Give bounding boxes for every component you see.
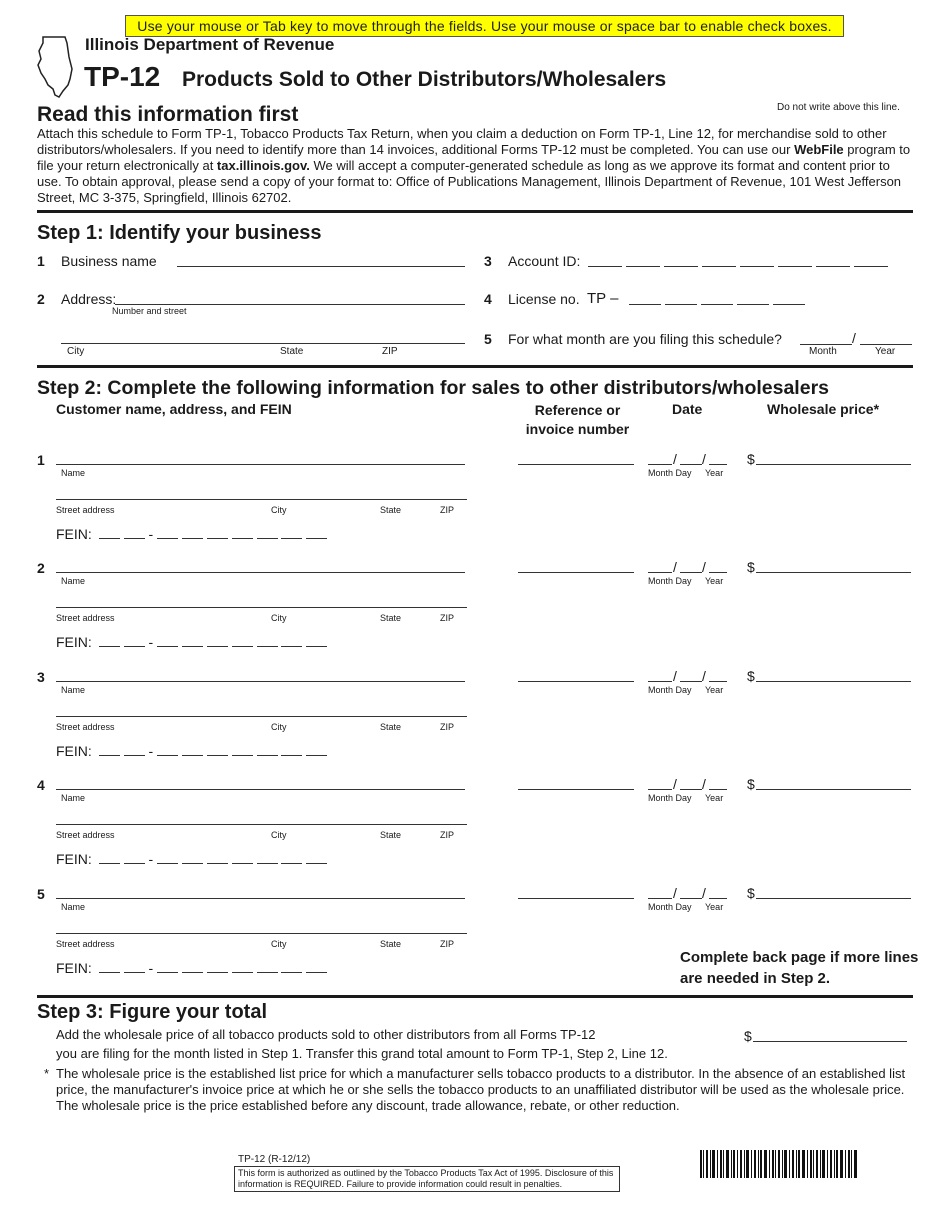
customer-name-input[interactable] bbox=[56, 681, 465, 682]
number-street-label: Number and street bbox=[112, 306, 187, 316]
account-id-label: Account ID: bbox=[508, 253, 581, 269]
month-day-label: Month Day bbox=[648, 685, 692, 695]
date-slash: / bbox=[673, 559, 677, 575]
barcode bbox=[700, 1150, 858, 1178]
date-month-input[interactable] bbox=[648, 789, 672, 790]
tp-prefix: TP – bbox=[587, 290, 619, 307]
date-slash: / bbox=[702, 559, 706, 575]
step3-heading: Step 3: Figure your total bbox=[37, 1001, 268, 1023]
year-label: Year bbox=[705, 468, 724, 478]
step2-heading: Step 2: Complete the following information for sales to other distributors/wholesalers bbox=[37, 377, 830, 399]
customer-name-input[interactable] bbox=[56, 789, 465, 790]
address-label: Address: bbox=[61, 291, 117, 307]
license-no-input[interactable] bbox=[629, 292, 805, 310]
do-not-write-note: Do not write above this line. bbox=[777, 102, 900, 113]
date-column-header: Date bbox=[672, 401, 703, 417]
zip-label: ZIP bbox=[440, 830, 455, 840]
reference-column-header: Reference or invoice number bbox=[525, 402, 630, 437]
state-label: State bbox=[380, 613, 402, 623]
street-address-label: Street address bbox=[56, 830, 115, 840]
date-year-input[interactable] bbox=[709, 789, 727, 790]
reference-number-input[interactable] bbox=[518, 681, 634, 682]
date-month-input[interactable] bbox=[648, 681, 672, 682]
month-label: Month bbox=[809, 346, 837, 357]
month-day-label: Month Day bbox=[648, 793, 692, 803]
fein-label: FEIN: bbox=[56, 743, 92, 759]
name-label: Name bbox=[61, 468, 86, 478]
date-day-input[interactable] bbox=[680, 464, 702, 465]
street-address-label: Street address bbox=[56, 939, 115, 949]
date-day-input[interactable] bbox=[680, 898, 702, 899]
wholesale-price-input[interactable] bbox=[756, 572, 911, 573]
illinois-state-icon bbox=[35, 35, 77, 99]
account-id-input[interactable] bbox=[588, 254, 888, 272]
form-revision: TP-12 (R-12/12) bbox=[238, 1154, 311, 1165]
month-day-label: Month Day bbox=[648, 576, 692, 586]
wholesale-price-input[interactable] bbox=[756, 898, 911, 899]
date-month-input[interactable] bbox=[648, 572, 672, 573]
date-year-input[interactable] bbox=[709, 572, 727, 573]
month-day-label: Month Day bbox=[648, 468, 692, 478]
zip-label: ZIP bbox=[440, 505, 455, 515]
zip-label: ZIP bbox=[440, 722, 455, 732]
line-number: 5 bbox=[484, 331, 492, 347]
date-day-input[interactable] bbox=[680, 681, 702, 682]
city-label: City bbox=[67, 346, 85, 357]
state-label: State bbox=[380, 722, 402, 732]
authorization-notice: This form is authorized as outlined by the Tobacco Products Tax Act of 1995. Disclosure of this information is REQUIRED. Failure to provide information could result in penalties. bbox=[234, 1166, 620, 1192]
filing-year-input[interactable] bbox=[860, 344, 912, 345]
website-link: tax.illinois.gov. bbox=[216, 158, 310, 173]
divider bbox=[37, 210, 913, 213]
year-label: Year bbox=[705, 576, 724, 586]
date-slash: / bbox=[673, 668, 677, 684]
city-label: City bbox=[271, 939, 287, 949]
zip-label: ZIP bbox=[440, 613, 455, 623]
row-number: 2 bbox=[37, 560, 45, 576]
name-label: Name bbox=[61, 793, 86, 803]
divider bbox=[37, 995, 913, 998]
fein-label: FEIN: bbox=[56, 634, 92, 650]
reference-number-input[interactable] bbox=[518, 464, 634, 465]
date-day-input[interactable] bbox=[680, 789, 702, 790]
license-no-label: License no. bbox=[508, 291, 580, 307]
wholesale-price-input[interactable] bbox=[756, 789, 911, 790]
state-label: State bbox=[280, 346, 304, 357]
customer-column-header: Customer name, address, and FEIN bbox=[56, 401, 292, 417]
customer-address-input[interactable] bbox=[56, 607, 467, 608]
name-label: Name bbox=[61, 902, 86, 912]
date-slash: / bbox=[702, 668, 706, 684]
date-month-input[interactable] bbox=[648, 464, 672, 465]
business-name-input[interactable] bbox=[177, 266, 465, 267]
year-label: Year bbox=[875, 346, 896, 357]
dollar-sign: $ bbox=[747, 776, 755, 792]
date-slash: / bbox=[702, 885, 706, 901]
date-year-input[interactable] bbox=[709, 681, 727, 682]
date-slash: / bbox=[702, 451, 706, 467]
fein-field[interactable]: FEIN: - bbox=[56, 634, 327, 650]
date-slash: / bbox=[673, 885, 677, 901]
date-month-input[interactable] bbox=[648, 898, 672, 899]
date-slash: / bbox=[702, 776, 706, 792]
reference-number-input[interactable] bbox=[518, 898, 634, 899]
row-number: 5 bbox=[37, 886, 45, 902]
form-title: Products Sold to Other Distributors/Wholesalers bbox=[182, 68, 667, 91]
agency-name: Illinois Department of Revenue bbox=[85, 35, 335, 54]
date-slash: / bbox=[673, 451, 677, 467]
street-address-label: Street address bbox=[56, 722, 115, 732]
zip-label: ZIP bbox=[440, 939, 455, 949]
customer-name-input[interactable] bbox=[56, 898, 465, 899]
city-label: City bbox=[271, 722, 287, 732]
date-year-input[interactable] bbox=[709, 898, 727, 899]
wholesale-price-input[interactable] bbox=[756, 681, 911, 682]
fein-field[interactable]: FEIN: - bbox=[56, 743, 327, 759]
fein-field[interactable]: FEIN: - bbox=[56, 960, 327, 976]
name-label: Name bbox=[61, 576, 86, 586]
grand-total-input[interactable] bbox=[753, 1041, 907, 1042]
year-label: Year bbox=[705, 685, 724, 695]
dollar-sign: $ bbox=[747, 668, 755, 684]
webfile-text: WebFile bbox=[794, 142, 844, 157]
row-number: 3 bbox=[37, 669, 45, 685]
filing-month-input[interactable] bbox=[800, 344, 852, 345]
city-state-zip-input[interactable] bbox=[61, 343, 465, 344]
street-address-input[interactable] bbox=[115, 304, 465, 305]
name-label: Name bbox=[61, 685, 86, 695]
step1-heading: Step 1: Identify your business bbox=[37, 222, 322, 244]
year-label: Year bbox=[705, 902, 724, 912]
line-number: 2 bbox=[37, 291, 45, 307]
step3-instruction-b: you are filing for the month listed in Step 1. Transfer this grand total amount to Form TP-1, Step 2, Line 12. bbox=[56, 1046, 668, 1061]
city-label: City bbox=[271, 613, 287, 623]
state-label: State bbox=[380, 505, 402, 515]
divider bbox=[37, 365, 913, 368]
city-label: City bbox=[271, 505, 287, 515]
row-number: 4 bbox=[37, 777, 45, 793]
intro-paragraph: Attach this schedule to Form TP-1, Tobacco Products Tax Return, when you claim a deduction on Form TP-1, Line 12, for merchandise sold to other distributors/wholesalers. If you need to identify more than 14 invoices, additional Forms TP-12 must be completed. You can use our WebFile program to file your return electronically at tax.illinois.gov. We will accept a computer-generated schedule as long as we approve its format and content prior to use. To obtain approval, please send a copy of your format to: Office of Publications Management, Illinois Department of Revenue, 101 West Jefferson Street, MC 3-375, Springfield, Illinois 62702. bbox=[37, 126, 911, 205]
fein-label: FEIN: bbox=[56, 960, 92, 976]
customer-name-input[interactable] bbox=[56, 572, 465, 573]
date-day-input[interactable] bbox=[680, 572, 702, 573]
customer-address-input[interactable] bbox=[56, 824, 467, 825]
customer-address-input[interactable] bbox=[56, 933, 467, 934]
line-number: 3 bbox=[484, 253, 492, 269]
street-address-label: Street address bbox=[56, 505, 115, 515]
footnote-asterisk: * bbox=[44, 1066, 50, 1081]
city-label: City bbox=[271, 830, 287, 840]
wholesale-price-input[interactable] bbox=[756, 464, 911, 465]
line-number: 4 bbox=[484, 291, 492, 307]
fein-label: FEIN: bbox=[56, 526, 92, 542]
zip-label: ZIP bbox=[382, 346, 398, 357]
dollar-sign: $ bbox=[747, 559, 755, 575]
line-number: 1 bbox=[37, 253, 45, 269]
step3-instruction-a: Add the wholesale price of all tobacco products sold to other distributors from all Forms TP-12 bbox=[56, 1027, 596, 1042]
month-question-label: For what month are you filing this schedule? bbox=[508, 331, 782, 347]
footnote-text: The wholesale price is the established list price for which a manufacturer sells tobacco products to a distributor. In the absence of an established list price, the manufacturer's invoice price at which he or she sells the tobacco products to an unaffiliated distributor will be used as the wholesale price. The wholesale price is the price established before any discount, trade allowance, rebate, or other reduction. bbox=[56, 1066, 906, 1113]
business-name-label: Business name bbox=[61, 253, 157, 269]
fein-field[interactable]: FEIN: - bbox=[56, 851, 327, 867]
instruction-banner: Use your mouse or Tab key to move through the fields. Use your mouse or space bar to enable check boxes. bbox=[125, 15, 844, 37]
fein-field[interactable]: FEIN: - bbox=[56, 526, 327, 542]
year-label: Year bbox=[705, 793, 724, 803]
wholesale-price-column-header: Wholesale price* bbox=[767, 401, 880, 417]
fein-label: FEIN: bbox=[56, 851, 92, 867]
state-label: State bbox=[380, 830, 402, 840]
dollar-sign: $ bbox=[744, 1028, 752, 1044]
reference-number-input[interactable] bbox=[518, 789, 634, 790]
month-day-label: Month Day bbox=[648, 902, 692, 912]
customer-name-input[interactable] bbox=[56, 464, 465, 465]
reference-number-input[interactable] bbox=[518, 572, 634, 573]
intro-heading: Read this information first bbox=[37, 103, 299, 126]
customer-address-input[interactable] bbox=[56, 499, 467, 500]
customer-address-input[interactable] bbox=[56, 716, 467, 717]
street-address-label: Street address bbox=[56, 613, 115, 623]
dollar-sign: $ bbox=[747, 885, 755, 901]
slash: / bbox=[852, 330, 856, 346]
date-slash: / bbox=[673, 776, 677, 792]
dollar-sign: $ bbox=[747, 451, 755, 467]
date-year-input[interactable] bbox=[709, 464, 727, 465]
state-label: State bbox=[380, 939, 402, 949]
row-number: 1 bbox=[37, 452, 45, 468]
back-page-note: Complete back page if more lines are needed in Step 2. bbox=[680, 949, 919, 987]
form-number: TP-12 bbox=[84, 61, 161, 92]
